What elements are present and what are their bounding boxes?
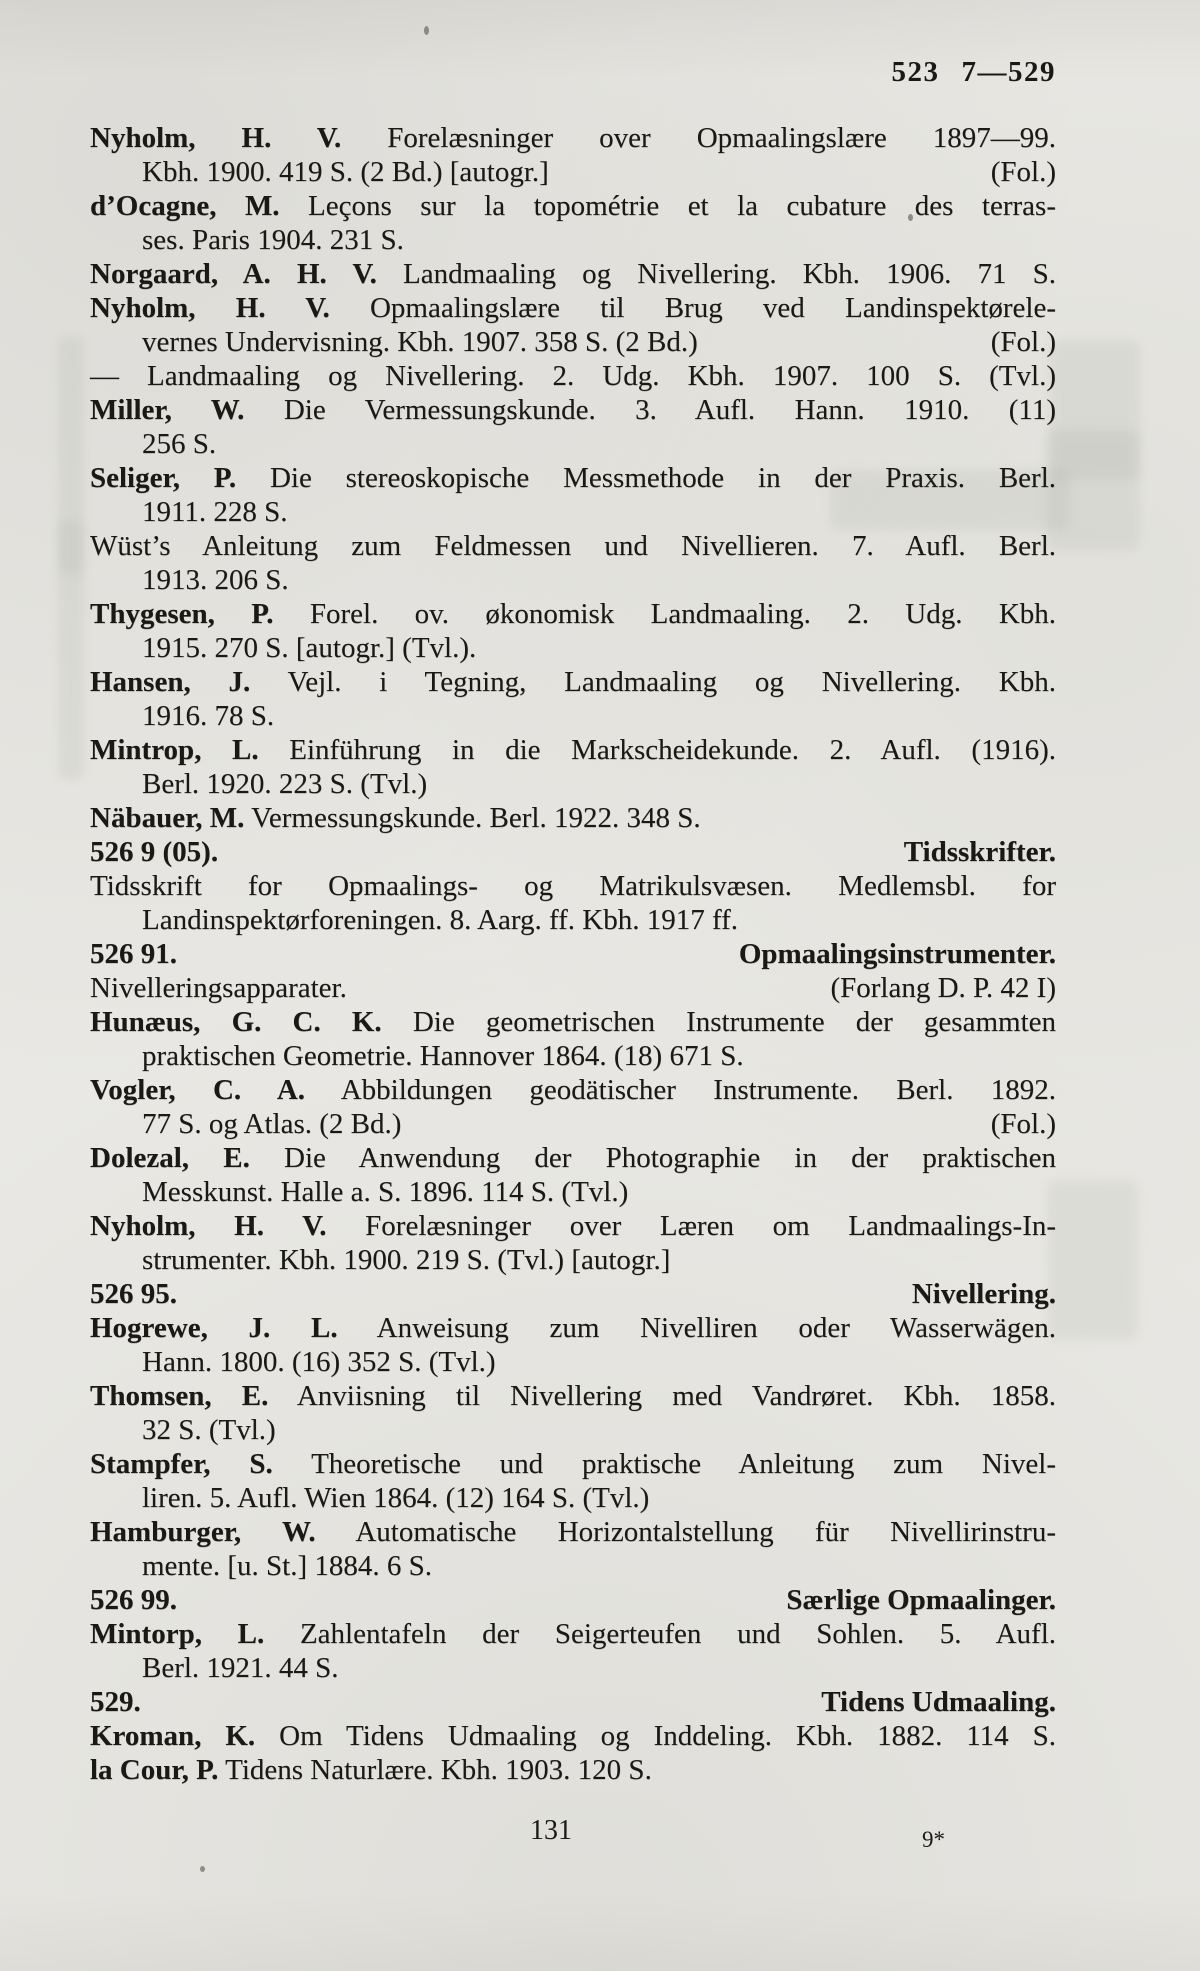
entry-text: Einführung in die Markscheidekunde. 2. Aufl. (1916).: [289, 734, 1056, 766]
author-name: la Cour, P.: [90, 1754, 219, 1786]
entry-text: Tidens Naturlære. Kbh. 1903. 120 S.: [225, 1754, 652, 1786]
catalog-line: [90, 1617, 1056, 1651]
catalog-line: [90, 1481, 1056, 1515]
catalog-line: [90, 1005, 1056, 1039]
entry-text: [142, 1107, 401, 1141]
section-number: 529.: [90, 1686, 141, 1718]
bleedthrough-smudge: [58, 520, 84, 780]
catalog-line: [90, 1515, 1056, 1549]
entry-text: 1916. 78 S.: [142, 700, 275, 732]
section-title: Opmaalingsinstrumenter.: [738, 938, 1056, 970]
section-number: 526 99.: [90, 1584, 177, 1616]
catalog-line: [90, 801, 1056, 835]
catalog-line: [90, 393, 1056, 427]
catalog-line: [90, 1719, 1056, 1753]
author-name: Vogler, C. A.: [90, 1074, 306, 1106]
catalog-line: [90, 767, 1056, 801]
section-title: Tidsskrifter.: [903, 836, 1056, 868]
author-name: Norgaard, A. H. V.: [90, 258, 377, 290]
catalog-line: [90, 1345, 1056, 1379]
entry-text: Wüst’s Anleitung zum Feldmessen und Nivellieren. 7. Aufl. Berl.: [90, 530, 1056, 562]
author-name: Kroman, K.: [90, 1720, 256, 1752]
catalog-line: [90, 325, 1056, 359]
entry-text: Landinspektørforeningen. 8. Aarg. ff. Kbh. 1917 ff.: [142, 904, 739, 936]
entry-text: Berl. 1920. 223 S. (Tvl.): [142, 768, 428, 800]
classification-range-start: 523: [891, 56, 940, 88]
author-name: Mintrop, L.: [90, 734, 259, 766]
section-heading-line: [90, 1277, 1056, 1311]
catalog-line: [90, 1753, 1056, 1787]
entry-text: ses. Paris 1904. 231 S.: [142, 224, 404, 256]
catalog-line: [90, 971, 1056, 1005]
entry-text: Theoretische und praktische Anleitung zum Nivel-: [311, 1448, 1056, 1480]
author-name: Hansen, J.: [90, 666, 251, 698]
author-name: Thygesen, P.: [90, 598, 274, 630]
entry-text: Zahlentafeln der Seigerteufen und Sohlen. 5. Aufl.: [299, 1618, 1057, 1650]
catalog-line: [90, 291, 1056, 325]
section-number: 526 9 (05).: [90, 836, 219, 868]
catalog-line: [90, 665, 1056, 699]
author-name: Nyholm, H. V.: [90, 122, 342, 154]
entry-text: Forel. ov. økonomisk Landmaaling. 2. Udg. Kbh.: [309, 598, 1057, 630]
entry-text-body: vernes Undervisning. Kbh. 1907. 358 S. (2 Bd.): [142, 326, 698, 358]
catalog-line: [90, 869, 1056, 903]
entry-text: praktischen Geometrie. Hannover 1864. (18) 671 S.: [142, 1040, 744, 1072]
section-number: 526 95.: [90, 1278, 177, 1310]
catalog-line: [90, 1175, 1056, 1209]
entry-tail: (Fol.): [990, 326, 1056, 358]
catalog-line: [90, 1413, 1056, 1447]
entry-text: 1913. 206 S.: [142, 564, 289, 596]
catalog-line: [90, 1039, 1056, 1073]
section-heading-line: [90, 1583, 1056, 1617]
entry-text: 1915. 270 S. [autogr.] (Tvl.).: [142, 632, 477, 664]
entry-text: Die stereoskopische Messmethode in der Praxis. Berl.: [269, 462, 1057, 494]
entry-text: Berl. 1921. 44 S.: [142, 1652, 339, 1684]
catalog-line: [90, 1379, 1056, 1413]
entry-text: Hann. 1800. (16) 352 S. (Tvl.): [142, 1346, 496, 1378]
entry-text: Automatische Horizontalstellung für Nivellirinstru-: [355, 1516, 1056, 1548]
author-name: Hunæus, G. C. K.: [90, 1006, 382, 1038]
running-head-classification-range: [90, 54, 1056, 90]
entry-text-body: Kbh. 1900. 419 S. (2 Bd.) [autogr.]: [142, 156, 549, 188]
scan-speck: [200, 1866, 205, 1872]
entry-text: Forelæsninger over Læren om Landmaalings-In-: [365, 1210, 1057, 1242]
section-heading-line: [90, 937, 1056, 971]
entry-text: Vermessungskunde. Berl. 1922. 348 S.: [251, 802, 701, 834]
catalog-line: [90, 1243, 1056, 1277]
catalog-line: [90, 1141, 1056, 1175]
catalog-line: [90, 733, 1056, 767]
entry-text: 32 S. (Tvl.): [142, 1414, 276, 1446]
catalog-line: [90, 427, 1056, 461]
entry-text: Abbildungen geodätischer Instrumente. Berl. 1892.: [340, 1074, 1056, 1106]
entry-text: Die geometrischen Instrumente der gesammten: [412, 1006, 1057, 1038]
catalog-line: [90, 563, 1056, 597]
entry-text: Tidsskrift for Opmaalings- og Matrikulsvæsen. Medlemsbl. for: [90, 870, 1056, 902]
section-title: Særlige Opmaalinger.: [786, 1584, 1056, 1616]
catalog-line: [90, 1311, 1056, 1345]
catalog-line: [90, 223, 1056, 257]
catalog-entries-block: [90, 121, 1056, 1787]
catalog-line: [90, 903, 1056, 937]
catalog-line: [90, 1073, 1056, 1107]
entry-text: strumenter. Kbh. 1900. 219 S. (Tvl.) [autogr.]: [142, 1244, 671, 1276]
catalog-line: [90, 1447, 1056, 1481]
catalog-line: [90, 461, 1056, 495]
section-heading-line: [90, 835, 1056, 869]
catalog-line: [90, 189, 1056, 223]
entry-text: Leçons sur la topométrie et la cubature des terras-: [308, 190, 1056, 222]
entry-text: Die Anwendung der Photographie in der praktischen: [284, 1142, 1056, 1174]
author-name: Nyholm, H. V.: [90, 292, 330, 324]
entry-text: Landmaaling og Nivellering. Kbh. 1906. 71 S.: [402, 258, 1056, 290]
entry-text: Die Vermessungskunde. 3. Aufl. Hann. 1910. (11): [283, 394, 1057, 426]
author-name: Nyholm, H. V.: [90, 1210, 327, 1242]
catalog-line: [90, 495, 1056, 529]
entry-text: Messkunst. Halle a. S. 1896. 114 S. (Tvl.): [142, 1176, 629, 1208]
entry-tail: (Forlang D. P. 42 I): [830, 972, 1056, 1004]
section-heading-line: [90, 1685, 1056, 1719]
author-name: Hamburger, W.: [90, 1516, 316, 1548]
catalog-line: [90, 529, 1056, 563]
entry-text: [142, 325, 698, 359]
catalog-line: [90, 155, 1056, 189]
author-name: Hogrewe, J. L.: [90, 1312, 338, 1344]
catalog-line: [90, 1209, 1056, 1243]
classification-range-end: 7—529: [961, 56, 1056, 88]
author-name: Dolezal, E.: [90, 1142, 250, 1174]
section-number: 526 91.: [90, 938, 177, 970]
entry-text-body: 77 S. og Atlas. (2 Bd.): [142, 1108, 402, 1140]
section-title: Nivellering.: [911, 1278, 1056, 1310]
entry-text: liren. 5. Aufl. Wien 1864. (12) 164 S. (Tvl.): [142, 1482, 650, 1514]
catalog-line: [90, 1549, 1056, 1583]
author-name: Thomsen, E.: [90, 1380, 269, 1412]
catalog-line: [90, 631, 1056, 665]
page-number: 131: [530, 1815, 572, 1846]
entry-text: mente. [u. St.] 1884. 6 S.: [142, 1550, 432, 1582]
entry-text: 256 S.: [142, 428, 217, 460]
scan-speck: [424, 26, 429, 35]
author-name: Näbauer, M.: [90, 802, 245, 834]
author-name: Miller, W.: [90, 394, 245, 426]
entry-text: [90, 971, 347, 1005]
catalog-line: [90, 359, 1056, 393]
entry-text: Om Tidens Udmaaling og Inddeling. Kbh. 1882. 114 S.: [279, 1720, 1056, 1752]
entry-text: Anviisning til Nivellering med Vandrøret. Kbh. 1858.: [296, 1380, 1056, 1412]
entry-tail: (Fol.): [990, 156, 1056, 188]
catalog-line: [90, 257, 1056, 291]
entry-text: Anweisung zum Nivelliren oder Wasserwägen.: [376, 1312, 1057, 1344]
catalog-line: [90, 1107, 1056, 1141]
author-name: Mintorp, L.: [90, 1618, 265, 1650]
printers-signature-mark: 9*: [922, 1827, 945, 1852]
author-name: d’Ocagne, M.: [90, 190, 280, 222]
catalog-line: [90, 1651, 1056, 1685]
catalog-line: [90, 121, 1056, 155]
entry-tail: (Fol.): [990, 1108, 1056, 1140]
entry-text: 1911. 228 S.: [142, 496, 288, 528]
entry-text: Forelæsninger over Opmaalingslære 1897—99.: [387, 122, 1057, 154]
bleedthrough-smudge: [1048, 1180, 1138, 1340]
author-name: Seliger, P.: [90, 462, 237, 494]
entry-text-body: Nivelleringsapparater.: [90, 972, 347, 1004]
catalog-line: [90, 699, 1056, 733]
entry-text: Opmaalingslære til Brug ved Landinspektørele-: [369, 292, 1056, 324]
author-name: Stampfer, S.: [90, 1448, 273, 1480]
entry-text: [142, 155, 549, 189]
entry-text: — Landmaaling og Nivellering. 2. Udg. Kbh. 1907. 100 S. (Tvl.): [90, 360, 1056, 392]
section-title: Tidens Udmaaling.: [821, 1686, 1056, 1718]
catalog-line: [90, 597, 1056, 631]
entry-text: Vejl. i Tegning, Landmaaling og Nivellering. Kbh.: [287, 666, 1056, 698]
